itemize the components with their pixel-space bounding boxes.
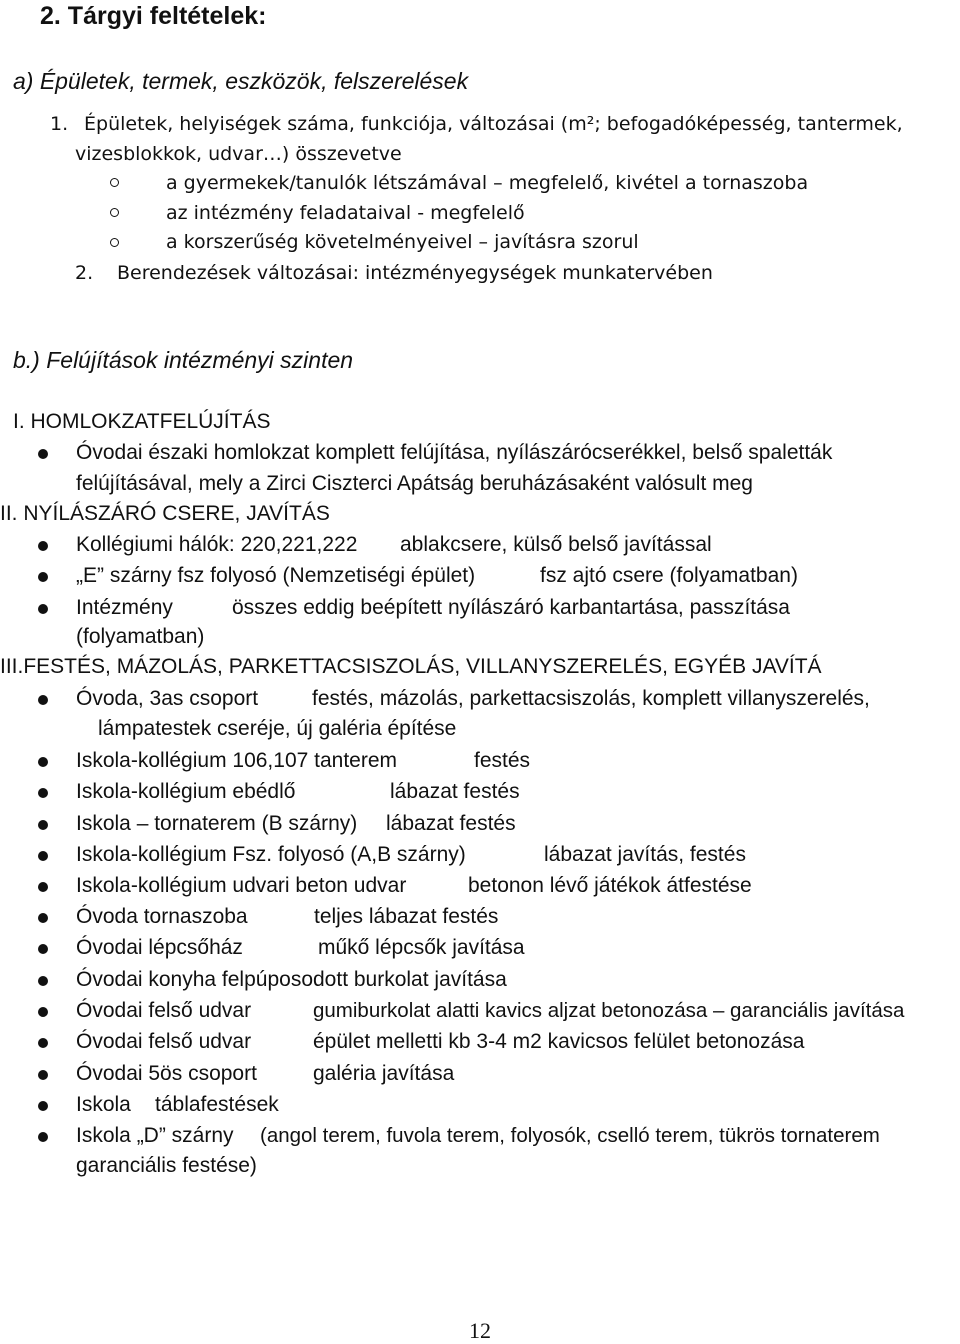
bullet-icon bbox=[38, 1038, 48, 1048]
item2-text: Berendezések változásai: intézményegységek munkatervében bbox=[117, 262, 713, 284]
part2-title: II. NYÍLÁSZÁRÓ CSERE, JAVÍTÁS bbox=[0, 502, 330, 525]
section-a-title: a) Épületek, termek, eszközök, felszerelések bbox=[13, 68, 469, 94]
part2-item-1-a: Kollégiumi hálók: 220,221,222 bbox=[76, 533, 358, 556]
bullet-icon bbox=[38, 572, 48, 582]
section-b-title: b.) Felújítások intézményi szinten bbox=[13, 347, 354, 373]
bullet-icon bbox=[38, 604, 48, 614]
item1-text-line2: vizesblokkok, udvar…) összevetve bbox=[75, 143, 402, 165]
part3-item-b: betonon lévő játékok átfestése bbox=[468, 874, 752, 897]
bullet-icon bbox=[38, 944, 48, 954]
page-number: 12 bbox=[469, 1318, 491, 1343]
part3-item-a: Óvoda tornaszoba bbox=[76, 905, 248, 928]
part3-item-b: épület melletti kb 3-4 m2 kavicsos felület betonozása bbox=[313, 1030, 805, 1053]
bullet-icon bbox=[38, 541, 48, 551]
part3-item-1-cont: lámpatestek cseréje, új galéria építése bbox=[98, 717, 457, 740]
part2-item-3-cont: (folyamatban) bbox=[76, 625, 205, 648]
bullet-icon bbox=[38, 1070, 48, 1080]
part3-item-b: teljes lábazat festés bbox=[314, 905, 499, 928]
section-heading: 2. Tárgyi feltételek: bbox=[40, 2, 267, 30]
ring-bullet-icon bbox=[110, 238, 119, 247]
part3-item-1-a: Óvoda, 3as csoport bbox=[76, 687, 259, 710]
part3-item-a: Óvodai felső udvar bbox=[76, 999, 252, 1022]
part3-item-b: festés bbox=[474, 749, 531, 772]
part1-item-line1: Óvodai északi homlokzat komplett felújítása, nyílászárócserékkel, belső spaletták bbox=[76, 441, 833, 464]
part3-item-a: Iskola-kollégium Fsz. folyosó (A,B szárny) bbox=[76, 843, 466, 866]
subitem-2: az intézmény feladataival - megfelelő bbox=[166, 202, 525, 224]
part3-item-b: galéria javítása bbox=[313, 1062, 455, 1085]
part3-item-b: (angol terem, fuvola terem, folyosók, cselló terem, tükrös tornaterem bbox=[260, 1124, 880, 1147]
part3-item-a: Iskola – tornaterem (B szárny) bbox=[76, 812, 358, 835]
part3-item-b: lábazat festés bbox=[390, 780, 520, 803]
bullet-icon bbox=[38, 1132, 48, 1142]
bullet-icon bbox=[38, 788, 48, 798]
part3-item-a: Óvodai felső udvar bbox=[76, 1030, 252, 1053]
bullet-icon bbox=[38, 851, 48, 861]
part3-item-a: Óvodai konyha felpúposodott burkolat javítása bbox=[76, 968, 507, 991]
item1-text-line1: Épületek, helyiségek száma, funkciója, változásai (m²; befogadóképesség, tantermek, bbox=[84, 113, 903, 135]
part3-item-a: Iskola „D” szárny bbox=[76, 1124, 234, 1147]
part2-item-2-b: fsz ajtó csere (folyamatban) bbox=[540, 564, 798, 587]
part3-item-b: műkő lépcsők javítása bbox=[318, 936, 525, 959]
part2-item-2-a: „E” szárny fsz folyosó (Nemzetiségi épület) bbox=[76, 564, 476, 587]
part3-item-a: Óvodai lépcsőház bbox=[76, 936, 243, 959]
part3-item-1-b: festés, mázolás, parkettacsiszolás, komplett villanyszerelés, bbox=[312, 687, 870, 710]
part2-item-1-b: ablakcsere, külső belső javítással bbox=[400, 533, 712, 556]
bullet-icon bbox=[38, 976, 48, 986]
ring-bullet-icon bbox=[110, 208, 119, 217]
bullet-icon bbox=[38, 449, 48, 459]
bullet-icon bbox=[38, 913, 48, 923]
part3-item-b: táblafestések bbox=[155, 1093, 279, 1116]
bullet-icon bbox=[38, 757, 48, 767]
part3-item-a: Óvodai 5ös csoport bbox=[76, 1062, 257, 1085]
part3-item-b: lábazat festés bbox=[386, 812, 516, 835]
subitem-3: a korszerűség követelményeivel – javításra szorul bbox=[166, 231, 639, 253]
part2-item-3-a: Intézmény bbox=[76, 596, 173, 619]
ring-bullet-icon bbox=[110, 178, 119, 187]
part3-last-cont: garanciális festése) bbox=[76, 1154, 257, 1177]
item2-number: 2. bbox=[75, 262, 94, 284]
part3-item-a: Iskola bbox=[76, 1093, 131, 1116]
bullet-icon bbox=[38, 1101, 48, 1111]
bullet-icon bbox=[38, 695, 48, 705]
bullet-icon bbox=[38, 882, 48, 892]
part3-item-b: lábazat javítás, festés bbox=[544, 843, 746, 866]
item1-number: 1. bbox=[50, 113, 69, 135]
part3-title: III.FESTÉS, MÁZOLÁS, PARKETTACSISZOLÁS, VILLANYSZERELÉS, EGYÉB JAVÍTÁ bbox=[0, 655, 822, 678]
part1-title: I. HOMLOKZATFELÚJÍTÁS bbox=[13, 410, 271, 433]
subitem-1: a gyermekek/tanulók létszámával – megfelelő, kivétel a tornaszoba bbox=[166, 172, 809, 194]
bullet-icon bbox=[38, 820, 48, 830]
part3-item-b: gumiburkolat alatti kavics aljzat betonozása – garanciális javítása bbox=[313, 999, 905, 1022]
bullet-icon bbox=[38, 1007, 48, 1017]
part3-item-a: Iskola-kollégium 106,107 tanterem bbox=[76, 749, 398, 772]
part3-item-a: Iskola-kollégium udvari beton udvar bbox=[76, 874, 407, 897]
part3-item-a: Iskola-kollégium ebédlő bbox=[76, 780, 296, 803]
part2-item-3-b: összes eddig beépített nyílászáró karbantartása, passzítása bbox=[232, 596, 790, 619]
part1-item-line2: felújításával, mely a Zirci Ciszterci Apátság beruházásaként valósult meg bbox=[76, 472, 753, 495]
